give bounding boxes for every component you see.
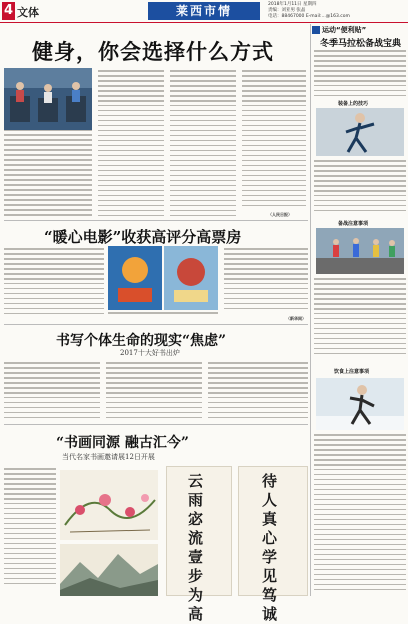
right-column-title: 冬季马拉松备战宝典 bbox=[320, 39, 402, 49]
article3-text-col2 bbox=[106, 362, 202, 422]
separator bbox=[4, 324, 308, 325]
column-divider bbox=[310, 24, 311, 596]
calligraphy-scroll-2 bbox=[238, 466, 308, 623]
header-rule bbox=[0, 22, 408, 23]
right-item-1-text bbox=[314, 160, 406, 216]
article2-title: “暖心电影”收获高评分高票房 bbox=[44, 228, 242, 246]
calligraphy-text-1: 云雨宓流 壹步为高 bbox=[188, 472, 204, 623]
right-item-1-title: 装备上的技巧 bbox=[338, 101, 369, 107]
right-item-2-text bbox=[314, 278, 406, 362]
contact: 电话：88467000 E-mail:...@163.com bbox=[268, 14, 350, 19]
header-info bbox=[268, 2, 350, 20]
article4-text bbox=[4, 468, 56, 588]
article4-title: “书画同源 融古汇今” bbox=[56, 435, 189, 451]
editors: 责编：刘亚男 张晶 bbox=[268, 8, 306, 13]
article1-text-col2 bbox=[98, 70, 164, 220]
page-header bbox=[0, 0, 408, 24]
masthead: 莱西市情 bbox=[148, 2, 260, 20]
right-section-title: 运动“便利贴” bbox=[322, 26, 367, 34]
section-name: 文体 bbox=[17, 6, 39, 19]
right-item-2-title: 备战注意事项 bbox=[338, 221, 369, 227]
article1-text-col3 bbox=[170, 70, 236, 220]
article1-text-col1b bbox=[4, 134, 92, 220]
article1-title: 健身，你会选择什么方式 bbox=[32, 39, 274, 64]
movie-posters bbox=[108, 246, 218, 310]
article2-byline: （新华网） bbox=[286, 316, 306, 321]
right-intro-text bbox=[314, 50, 406, 100]
article4-subtitle: 当代名家书画邀请展12日开展 bbox=[62, 453, 155, 461]
separator bbox=[4, 220, 308, 221]
article3-subtitle: 2017十大好书出炉 bbox=[120, 349, 180, 357]
article2-text-col3 bbox=[224, 248, 308, 316]
winter-runner-photo bbox=[316, 378, 404, 430]
issue-date: 2018年1月11日 星期四 bbox=[268, 2, 317, 7]
fitness-photo bbox=[4, 68, 92, 130]
runner-photo bbox=[316, 108, 404, 156]
calligraphy-text-2: 待人真心 学见笃诚 bbox=[262, 472, 278, 623]
article1-text-col4 bbox=[242, 70, 306, 212]
right-item-3-title: 饮食上注意事项 bbox=[334, 369, 370, 375]
article3-text-col3 bbox=[208, 362, 308, 422]
calligraphy-scroll-1 bbox=[166, 466, 232, 623]
article1-byline: （人民日报） bbox=[268, 212, 292, 217]
article2-text-col1 bbox=[4, 248, 104, 318]
poster-caption bbox=[108, 312, 218, 320]
separator bbox=[4, 424, 308, 425]
marathon-photo bbox=[316, 228, 404, 274]
painting-landscape bbox=[60, 544, 158, 596]
right-item-3-text bbox=[314, 434, 406, 596]
article3-title: 书写个体生命的现实“焦虑” bbox=[56, 333, 227, 349]
article3-text-col1 bbox=[4, 362, 100, 422]
painting-flowers bbox=[60, 470, 158, 540]
section-marker bbox=[312, 26, 320, 34]
page-number: 4 bbox=[3, 3, 14, 18]
